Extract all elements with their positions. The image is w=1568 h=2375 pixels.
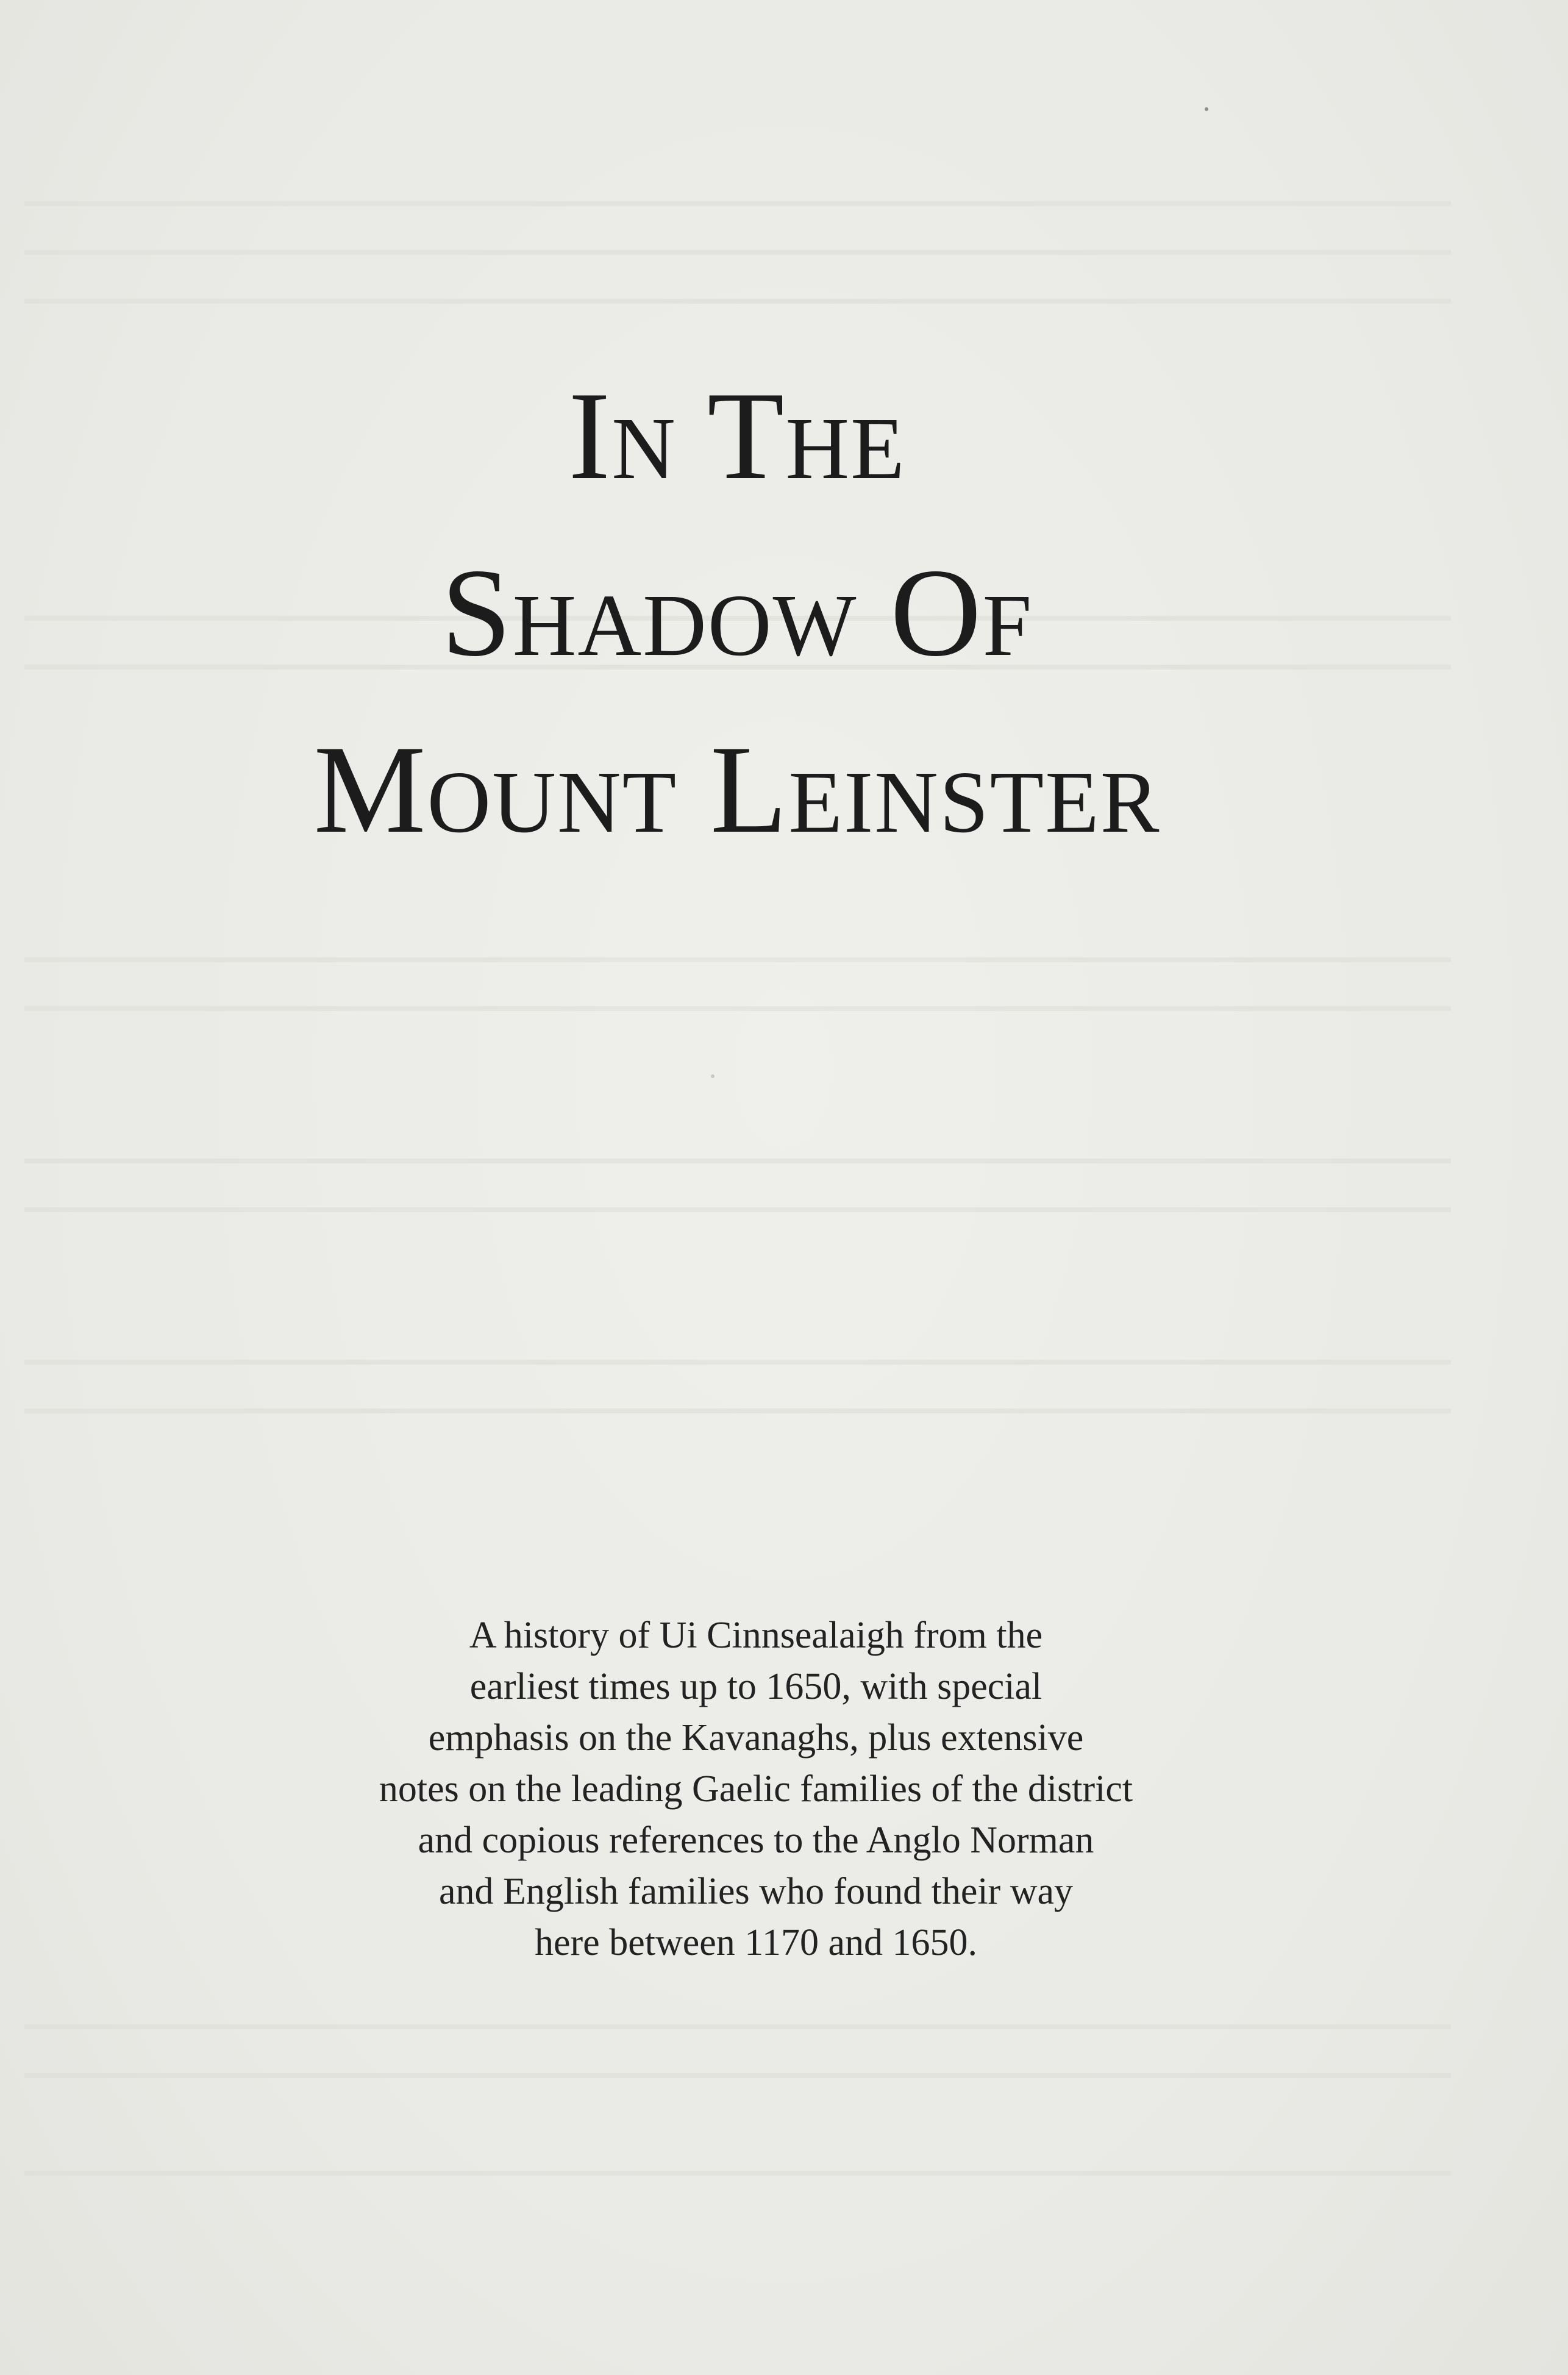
description-line: here between 1170 and 1650. [535, 1922, 977, 1963]
description-line: and copious references to the Anglo Norman [418, 1820, 1094, 1861]
description-line: notes on the leading Gaelic families of the district [379, 1768, 1133, 1810]
book-description [183, 1610, 1329, 1968]
show-through-line [24, 1409, 1451, 1413]
show-through-line [24, 2073, 1451, 2078]
show-through-line [24, 250, 1451, 255]
title-line-1: In The [568, 366, 906, 505]
description-line: and English families who found their way [438, 1871, 1073, 1912]
show-through-line [24, 957, 1451, 962]
show-through-line [24, 299, 1451, 304]
description-line: emphasis on the Kavanaghs, plus extensive [428, 1717, 1084, 1759]
show-through-line [24, 1207, 1451, 1212]
show-through-line [24, 201, 1451, 206]
paper-speck [711, 1074, 715, 1078]
show-through-line [24, 1159, 1451, 1163]
title-line-2: Shadow Of [441, 543, 1033, 682]
show-through-line [24, 1006, 1451, 1011]
paper-speck [1205, 107, 1208, 111]
book-title [0, 348, 1474, 878]
show-through-line [24, 1360, 1451, 1365]
description-line: A history of Ui Cinnsealaigh from the [469, 1615, 1043, 1656]
description-line: earliest times up to 1650, with special [469, 1666, 1042, 1707]
title-line-3: Mount Leinster [313, 720, 1161, 859]
show-through-line [24, 2171, 1451, 2176]
show-through-line [24, 2024, 1451, 2029]
